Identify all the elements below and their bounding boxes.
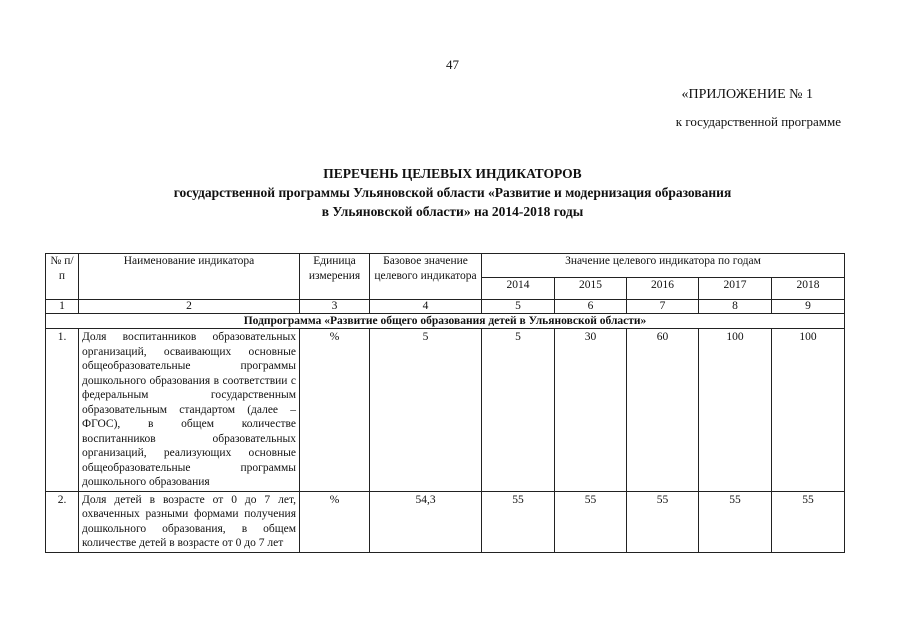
header-year: 2016: [627, 278, 699, 300]
indicator-value-2018: 100: [772, 329, 845, 492]
indicator-base: 54,3: [370, 491, 482, 552]
indicator-value-2016: 55: [627, 491, 699, 552]
indicator-name: Доля детей в возрасте от 0 до 7 лет, охваченных разными формами получения дошкольного образования, в общем количестве детей в возрасте от 0 до 7 лет: [79, 491, 300, 552]
table-row: [46, 491, 845, 552]
column-number: 8: [699, 300, 772, 314]
column-number: 9: [772, 300, 845, 314]
column-number: 6: [555, 300, 627, 314]
document-title-line-2: государственной программы Ульяновской области «Развитие и модернизация образования: [173, 185, 732, 200]
indicator-value-2015: 55: [555, 491, 627, 552]
indicator-value-2018: 55: [772, 491, 845, 552]
column-number: 2: [79, 300, 300, 314]
header-year: 2015: [555, 278, 627, 300]
section-row: [46, 314, 845, 329]
row-number: 2.: [46, 491, 79, 552]
page-number: 47: [446, 57, 459, 72]
header-name: Наименование индикатора: [79, 254, 300, 300]
header-row-1: [46, 254, 845, 278]
appendix-title: «ПРИЛОЖЕНИЕ № 1: [681, 87, 813, 102]
header-num: № п/п: [46, 254, 79, 300]
indicator-value-2017: 100: [699, 329, 772, 492]
header-base: Базовое значение целевого индикатора: [370, 254, 482, 300]
document-title-line-3: в Ульяновской области» на 2014-2018 годы: [321, 204, 584, 219]
indicators-table: [45, 253, 845, 553]
indicator-value-2015: 30: [555, 329, 627, 492]
table-row: [46, 329, 845, 492]
document-title: [0, 164, 905, 221]
document-title-line-1: ПЕРЕЧЕНЬ ЦЕЛЕВЫХ ИНДИКАТОРОВ: [323, 166, 582, 181]
column-number: 7: [627, 300, 699, 314]
indicator-value-2016: 60: [627, 329, 699, 492]
indicator-value-2014: 5: [482, 329, 555, 492]
column-number: 1: [46, 300, 79, 314]
header-year: 2014: [482, 278, 555, 300]
column-number: 4: [370, 300, 482, 314]
indicator-base: 5: [370, 329, 482, 492]
header-years-group: Значение целевого индикатора по годам: [482, 254, 845, 278]
indicator-value-2014: 55: [482, 491, 555, 552]
header-unit: Единица измерения: [300, 254, 370, 300]
row-number: 1.: [46, 329, 79, 492]
column-number: 3: [300, 300, 370, 314]
header-year: 2018: [772, 278, 845, 300]
indicator-name: Доля воспитанников образовательных организаций, осваивающих основные общеобразовательные программы дошкольного образования в соответствии с федеральным государственным образовательным стандартом (далее – ФГОС), в общем количестве воспитанников образовательных организаций, реализующих основные общеобразовательные программы дошкольного образования: [79, 329, 300, 492]
section-title: Подпрограмма «Развитие общего образования детей в Ульяновской области»: [46, 314, 845, 329]
indicator-unit: %: [300, 491, 370, 552]
indicator-unit: %: [300, 329, 370, 492]
column-number: 5: [482, 300, 555, 314]
column-number-row: [46, 300, 845, 314]
header-year: 2017: [699, 278, 772, 300]
appendix-subtitle: к государственной программе: [675, 114, 841, 129]
indicator-value-2017: 55: [699, 491, 772, 552]
